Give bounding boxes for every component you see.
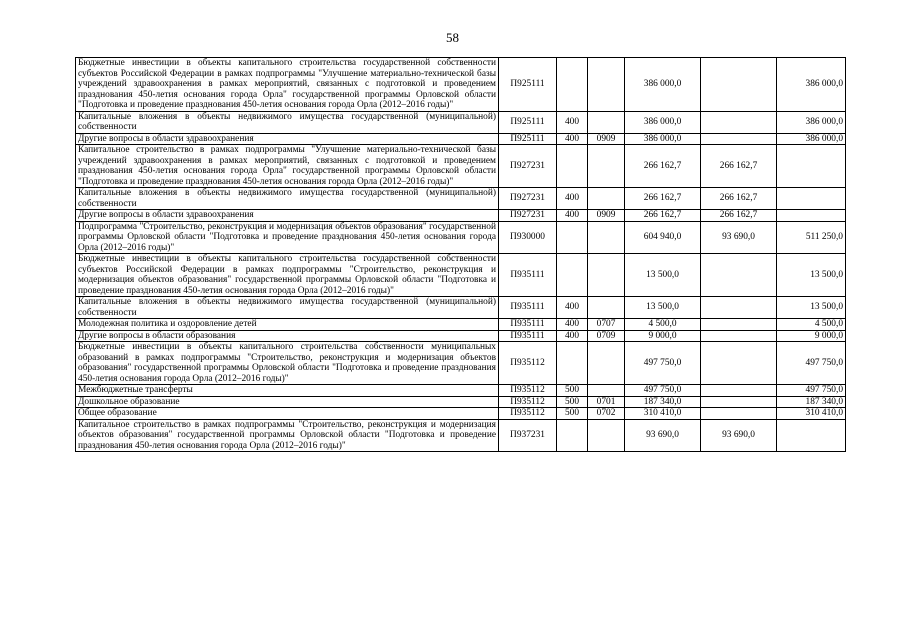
expense-type-cell: 500 — [557, 396, 588, 408]
row-name-cell: Молодежная политика и оздоровление детей — [76, 319, 499, 331]
table-body — [76, 58, 846, 452]
row-name-cell: Бюджетные инвестиции в объекты капитального строительства государственной собственности субъектов Российской Федерации в рамках подпрограммы "Улучшение материально-технической базы учреждений здравоохранения в рамках мероприятий, связанных с подготовкой и проведением празднования 450-летия основания города Орла" государственной программы Орловской области "Подготовка и проведение празднования 450-летия основания города Орла (2012–2016 годы)" — [76, 58, 499, 112]
target-code-cell: П935112 — [499, 342, 557, 385]
target-code-cell: П927231 — [499, 210, 557, 222]
regional-amount-cell: 266 162,7 — [701, 145, 777, 188]
section-code-cell — [588, 297, 625, 319]
total-amount-cell: 310 410,0 — [625, 408, 701, 420]
row-name-cell: Другие вопросы в области здравоохранения — [76, 210, 499, 222]
federal-amount-cell: 9 000,0 — [777, 330, 846, 342]
expense-type-cell — [557, 419, 588, 452]
federal-amount-cell: 497 750,0 — [777, 385, 846, 397]
section-code-cell — [588, 188, 625, 210]
expense-type-cell: 400 — [557, 210, 588, 222]
expense-type-cell: 500 — [557, 385, 588, 397]
total-amount-cell: 13 500,0 — [625, 254, 701, 297]
section-code-cell: 0702 — [588, 408, 625, 420]
expense-type-cell — [557, 145, 588, 188]
total-amount-cell: 266 162,7 — [625, 210, 701, 222]
row-name-cell: Капитальное строительство в рамках подпрограммы "Строительство, реконструкция и модернизация объектов образования" государственной программы Орловской области "Подготовка и проведение празднования 450-летия основания города Орла (2012–2016 годы)" — [76, 419, 499, 452]
federal-amount-cell: 386 000,0 — [777, 58, 846, 112]
table-row — [76, 145, 846, 188]
section-code-cell: 0701 — [588, 396, 625, 408]
federal-amount-cell: 13 500,0 — [777, 297, 846, 319]
section-code-cell — [588, 58, 625, 112]
regional-amount-cell: 93 690,0 — [701, 221, 777, 254]
target-code-cell: П925111 — [499, 111, 557, 133]
total-amount-cell: 13 500,0 — [625, 297, 701, 319]
table-row — [76, 342, 846, 385]
row-name-cell: Другие вопросы в области здравоохранения — [76, 133, 499, 145]
regional-amount-cell — [701, 319, 777, 331]
regional-amount-cell — [701, 408, 777, 420]
regional-amount-cell — [701, 58, 777, 112]
total-amount-cell: 9 000,0 — [625, 330, 701, 342]
target-code-cell: П930000 — [499, 221, 557, 254]
federal-amount-cell: 497 750,0 — [777, 342, 846, 385]
federal-amount-cell: 386 000,0 — [777, 111, 846, 133]
total-amount-cell: 386 000,0 — [625, 58, 701, 112]
expense-type-cell: 400 — [557, 133, 588, 145]
federal-amount-cell — [777, 419, 846, 452]
row-name-cell: Бюджетные инвестиции в объекты капитального строительства государственной собственности субъектов Российской Федерации в рамках подпрограммы "Строительство, реконструкция и модернизация объектов образования" государственной программы Орловской области "Подготовка и проведение празднования 450-летия основания города Орла (2012–2016 годы)" — [76, 254, 499, 297]
row-name-cell: Дошкольное образование — [76, 396, 499, 408]
federal-amount-cell: 187 340,0 — [777, 396, 846, 408]
regional-amount-cell — [701, 385, 777, 397]
table-row — [76, 111, 846, 133]
row-name-cell: Капитальные вложения в объекты недвижимого имущества государственной (муниципальной) собственности — [76, 297, 499, 319]
budget-table — [75, 57, 846, 452]
target-code-cell: П935112 — [499, 408, 557, 420]
federal-amount-cell: 386 000,0 — [777, 133, 846, 145]
total-amount-cell: 497 750,0 — [625, 342, 701, 385]
section-code-cell — [588, 342, 625, 385]
regional-amount-cell — [701, 330, 777, 342]
section-code-cell — [588, 111, 625, 133]
total-amount-cell: 497 750,0 — [625, 385, 701, 397]
federal-amount-cell: 13 500,0 — [777, 254, 846, 297]
regional-amount-cell — [701, 254, 777, 297]
regional-amount-cell: 266 162,7 — [701, 210, 777, 222]
section-code-cell: 0709 — [588, 330, 625, 342]
federal-amount-cell — [777, 145, 846, 188]
total-amount-cell: 266 162,7 — [625, 145, 701, 188]
row-name-cell: Подпрограмма "Строительство, реконструкция и модернизация объектов образования" государственной программы Орловской области "Подготовка и проведение празднования 450-летия основания города Орла (2012–2016 годы)" — [76, 221, 499, 254]
regional-amount-cell: 266 162,7 — [701, 188, 777, 210]
target-code-cell: П925111 — [499, 58, 557, 112]
section-code-cell — [588, 254, 625, 297]
target-code-cell: П935111 — [499, 297, 557, 319]
row-name-cell: Общее образование — [76, 408, 499, 420]
table-row — [76, 133, 846, 145]
regional-amount-cell — [701, 133, 777, 145]
page-number: 58 — [446, 30, 459, 45]
row-name-cell: Капитальные вложения в объекты недвижимого имущества государственной (муниципальной) собственности — [76, 111, 499, 133]
total-amount-cell: 386 000,0 — [625, 133, 701, 145]
target-code-cell: П937231 — [499, 419, 557, 452]
table-row — [76, 419, 846, 452]
target-code-cell: П935111 — [499, 330, 557, 342]
total-amount-cell: 93 690,0 — [625, 419, 701, 452]
section-code-cell — [588, 145, 625, 188]
table-row — [76, 408, 846, 420]
table-row — [76, 396, 846, 408]
expense-type-cell — [557, 221, 588, 254]
section-code-cell — [588, 221, 625, 254]
expense-type-cell: 400 — [557, 297, 588, 319]
target-code-cell: П927231 — [499, 188, 557, 210]
target-code-cell: П935112 — [499, 385, 557, 397]
expense-type-cell: 500 — [557, 408, 588, 420]
table-row — [76, 188, 846, 210]
table-row — [76, 385, 846, 397]
section-code-cell: 0909 — [588, 133, 625, 145]
federal-amount-cell — [777, 188, 846, 210]
total-amount-cell: 386 000,0 — [625, 111, 701, 133]
table-row — [76, 297, 846, 319]
federal-amount-cell — [777, 210, 846, 222]
regional-amount-cell — [701, 111, 777, 133]
row-name-cell: Другие вопросы в области образования — [76, 330, 499, 342]
expense-type-cell: 400 — [557, 319, 588, 331]
expense-type-cell — [557, 254, 588, 297]
table-row — [76, 330, 846, 342]
regional-amount-cell — [701, 342, 777, 385]
federal-amount-cell: 511 250,0 — [777, 221, 846, 254]
table-row — [76, 210, 846, 222]
table-row — [76, 221, 846, 254]
target-code-cell: П935111 — [499, 254, 557, 297]
table-row — [76, 58, 846, 112]
regional-amount-cell — [701, 396, 777, 408]
expense-type-cell: 400 — [557, 111, 588, 133]
regional-amount-cell: 93 690,0 — [701, 419, 777, 452]
expense-type-cell: 400 — [557, 330, 588, 342]
federal-amount-cell: 310 410,0 — [777, 408, 846, 420]
row-name-cell: Бюджетные инвестиции в объекты капитального строительства собственности муниципальных образований в рамках подпрограммы "Строительство, реконструкция и модернизация объектов образования" государственной программы Орловской области "Подготовка и проведение празднования 450-летия основания города Орла (2012–2016 годы)" — [76, 342, 499, 385]
regional-amount-cell — [701, 297, 777, 319]
target-code-cell: П927231 — [499, 145, 557, 188]
section-code-cell: 0909 — [588, 210, 625, 222]
row-name-cell: Межбюджетные трансферты — [76, 385, 499, 397]
target-code-cell: П935112 — [499, 396, 557, 408]
row-name-cell: Капитальное строительство в рамках подпрограммы "Улучшение материально-технической базы учреждений здравоохранения в рамках мероприятий, связанных с подготовкой и проведением празднования 450-летия основания города Орла" государственной программы Орловской области "Подготовка и проведение празднования 450-летия основания города Орла (2012–2016 годы)" — [76, 145, 499, 188]
expense-type-cell — [557, 342, 588, 385]
total-amount-cell: 187 340,0 — [625, 396, 701, 408]
section-code-cell: 0707 — [588, 319, 625, 331]
expense-type-cell: 400 — [557, 188, 588, 210]
total-amount-cell: 604 940,0 — [625, 221, 701, 254]
table-row — [76, 319, 846, 331]
expense-type-cell — [557, 58, 588, 112]
total-amount-cell: 4 500,0 — [625, 319, 701, 331]
federal-amount-cell: 4 500,0 — [777, 319, 846, 331]
section-code-cell — [588, 419, 625, 452]
target-code-cell: П925111 — [499, 133, 557, 145]
total-amount-cell: 266 162,7 — [625, 188, 701, 210]
row-name-cell: Капитальные вложения в объекты недвижимого имущества государственной (муниципальной) собственности — [76, 188, 499, 210]
table-row — [76, 254, 846, 297]
target-code-cell: П935111 — [499, 319, 557, 331]
section-code-cell — [588, 385, 625, 397]
